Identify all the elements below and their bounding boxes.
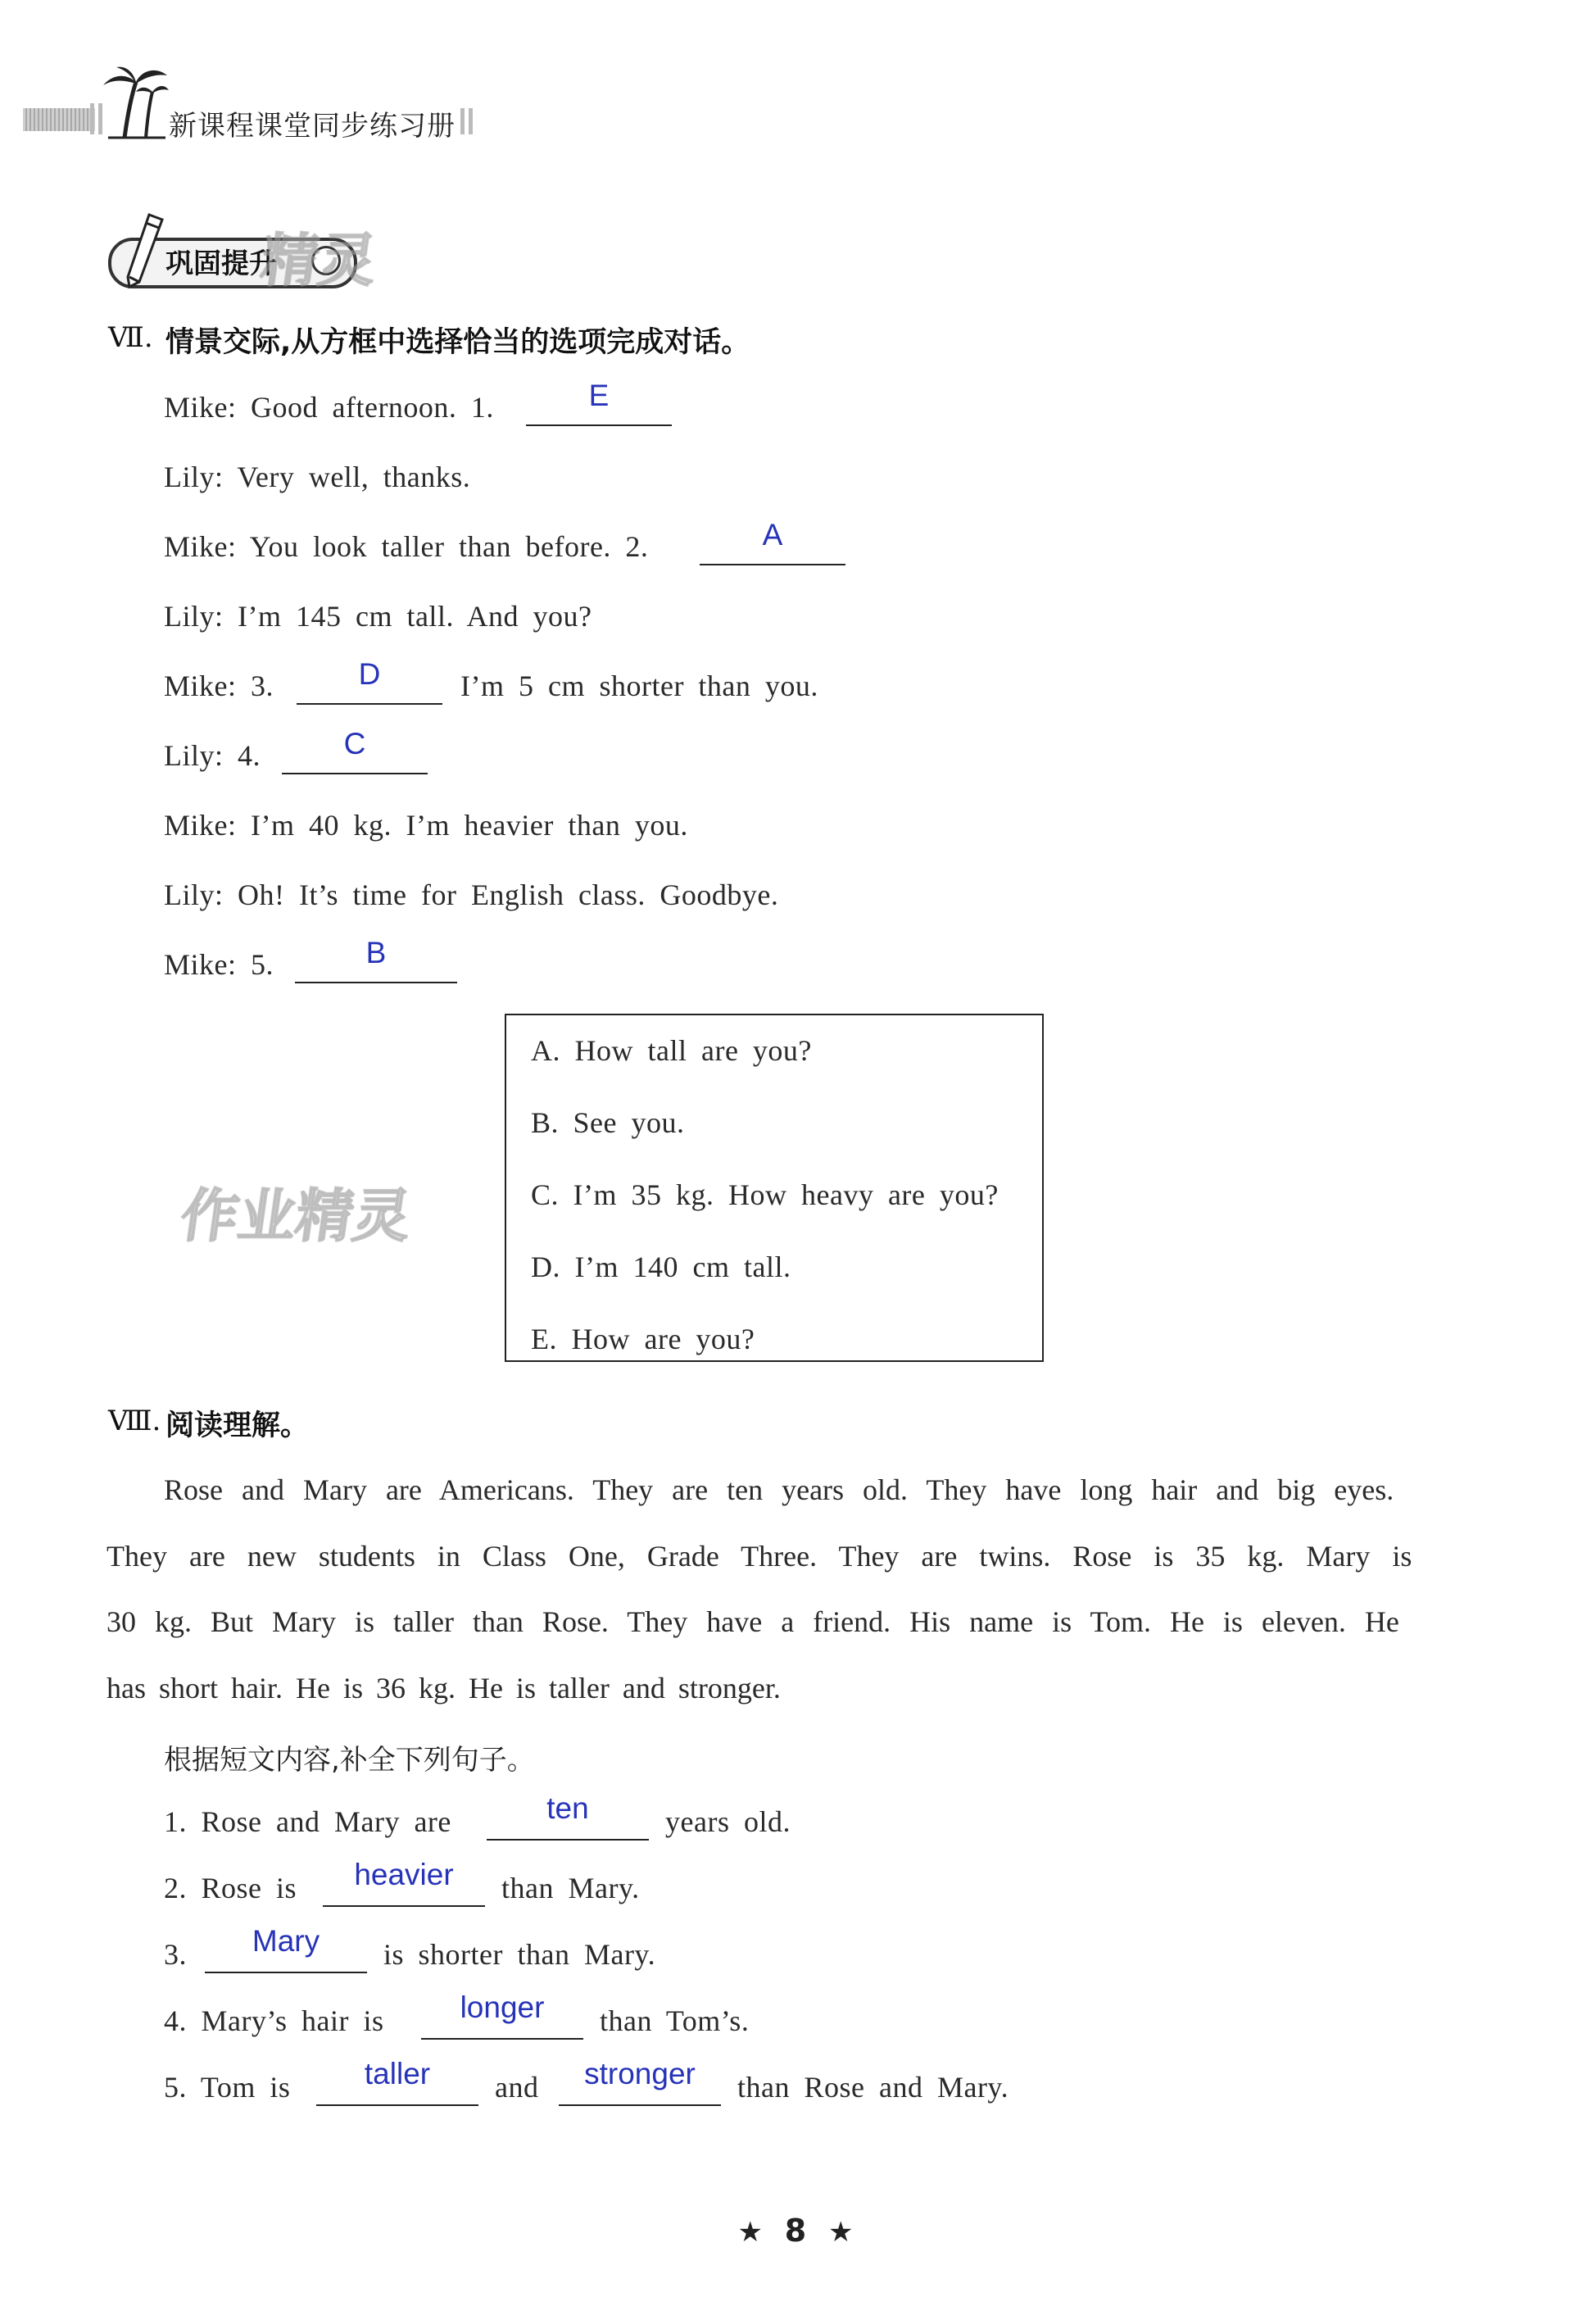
question-text: than Rose and Mary. — [737, 2071, 1009, 2104]
part8-title: 阅读理解。 — [165, 1409, 310, 1442]
header-divider — [460, 108, 465, 134]
answer-blank[interactable] — [205, 1968, 367, 1973]
question-text: 1. Rose and Mary are — [164, 1805, 451, 1838]
answer-text: D — [358, 657, 381, 691]
answer-blank[interactable] — [700, 561, 845, 565]
part7-numeral: Ⅶ. — [108, 321, 153, 354]
option-a: A. How tall are you? — [531, 1034, 812, 1067]
answer-blank[interactable] — [316, 2101, 478, 2106]
answer-blank[interactable] — [559, 2101, 721, 2106]
book-title: 新课程课堂同步练习册 — [169, 110, 456, 143]
passage-line: They are new students in Class One, Grade Three. They are twins. Rose is 35 kg. Mary is — [107, 1540, 1412, 1573]
question-text: 2. Rose is — [164, 1872, 297, 1904]
dialogue-line-continued: I’m 5 cm shorter than you. — [460, 670, 818, 702]
question-text: and — [495, 2071, 539, 2104]
answer-text: taller — [364, 2057, 431, 2090]
answer-text: A — [762, 518, 783, 551]
dialogue-line: Mike: I’m 40 kg. I’m heavier than you. — [164, 809, 688, 842]
answer-text: longer — [460, 1990, 545, 2024]
question-text: 5. Tom is — [164, 2071, 291, 2104]
dialogue-line: Lily: 4. — [164, 739, 261, 772]
option-d: D. I’m 140 cm tall. — [531, 1251, 791, 1283]
pencil-icon — [121, 211, 170, 290]
header-divider — [90, 103, 94, 134]
answer-text: C — [343, 727, 366, 760]
header-decoration — [23, 108, 95, 131]
dialogue-line: Mike: 3. — [164, 670, 274, 702]
part8-numeral: Ⅷ. — [108, 1405, 161, 1437]
option-b: B. See you. — [531, 1106, 685, 1139]
question-text: is shorter than Mary. — [383, 1938, 656, 1971]
star-icon: ★ — [828, 2216, 854, 2249]
question-text: than Mary. — [501, 1872, 640, 1904]
option-c: C. I’m 35 kg. How heavy are you? — [531, 1178, 999, 1211]
section-title: 巩固提升 — [165, 247, 277, 280]
passage-line: Rose and Mary are Americans. They are ten years old. They have long hair and big eyes. — [164, 1473, 1394, 1506]
option-e: E. How are you? — [531, 1323, 755, 1355]
watermark: 作业精灵 — [176, 1182, 415, 1250]
dialogue-line: Lily: Very well, thanks. — [164, 461, 471, 493]
answer-text: stronger — [584, 2057, 696, 2090]
question-text: years old. — [665, 1805, 791, 1838]
question-text: than Tom’s. — [600, 2004, 750, 2037]
dialogue-line: Lily: I’m 145 cm tall. And you? — [164, 600, 592, 633]
answer-blank[interactable] — [323, 1902, 485, 1907]
star-icon: ★ — [737, 2216, 763, 2249]
answer-blank[interactable] — [526, 421, 672, 426]
palm-tree-icon — [100, 64, 169, 139]
answer-blank[interactable] — [295, 978, 457, 983]
answer-blank[interactable] — [421, 2035, 583, 2040]
answer-text: Mary — [252, 1924, 320, 1958]
answer-text: ten — [546, 1791, 589, 1825]
watermark: 精灵 — [256, 227, 381, 294]
answer-text: heavier — [354, 1858, 454, 1891]
answer-blank[interactable] — [297, 700, 442, 705]
dialogue-line: Mike: You look taller than before. 2. — [164, 530, 649, 563]
dialogue-line: Lily: Oh! It’s time for English class. Goodbye. — [164, 878, 779, 911]
answer-blank[interactable] — [487, 1836, 649, 1841]
answer-text: B — [365, 936, 387, 969]
dialogue-line: Mike: 5. — [164, 948, 274, 981]
page-footer — [0, 2213, 1591, 2249]
question-text: 3. — [164, 1938, 187, 1971]
answer-text: E — [588, 379, 610, 412]
question-text: 4. Mary’s hair is — [164, 2004, 384, 2037]
passage-line: has short hair. He is 36 kg. He is taller and stronger. — [107, 1672, 781, 1704]
dialogue-line: Mike: Good afternoon. 1. — [164, 391, 494, 424]
answer-blank[interactable] — [282, 769, 428, 774]
page-number: 8 — [784, 2213, 807, 2249]
passage-line: 30 kg. But Mary is taller than Rose. They have a friend. His name is Tom. He is eleven. He — [107, 1605, 1399, 1638]
fill-instruction: 根据短文内容,补全下列句子。 — [164, 1744, 535, 1777]
part7-instruction: 情景交际,从方框中选择恰当的选项完成对话。 — [165, 326, 750, 359]
